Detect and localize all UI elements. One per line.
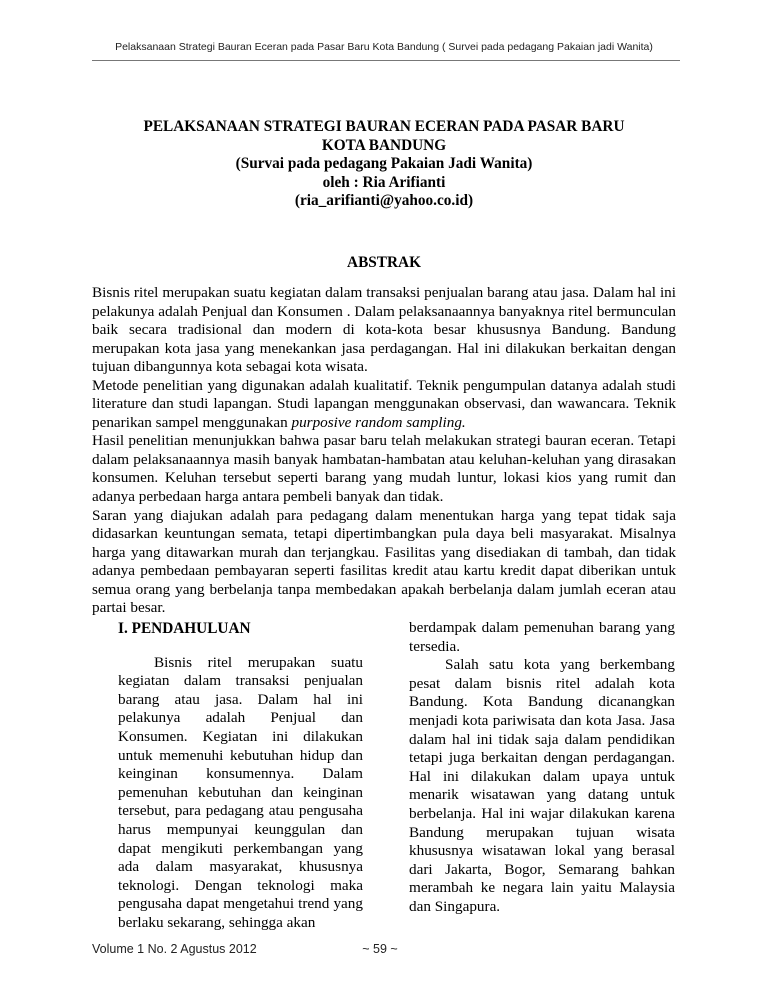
- author: oleh : Ria Arifianti: [322, 173, 446, 191]
- body-paragraph: Bisnis ritel merupakan suatu kegiatan dalam transaksi penjualan barang atau jasa. Dalam hal ini pelakunya adalah Penjual dan Konsumen. Kegiatan ini dilakukan untuk memenuhi kebutuhan hidup dan keinginan konsumennya. Dalam pemenuhan kebutuhan dan keinginan tersebut, para pedagang atau pengusaha harus mempunyai keunggulan dan dapat mengikuti perkembangan yang ada dalam masyarakat, khususnya teknologi. Dengan teknologi maka pengusaha dapat mengetahui trend yang berlaku sekarang, sehingga akan: [118, 653, 363, 931]
- abstract-heading: ABSTRAK: [347, 254, 421, 271]
- paper-subtitle: (Survai pada pedagang Pakaian Jadi Wanita): [235, 155, 533, 173]
- footer-page-number: ~ 59 ~: [362, 942, 398, 956]
- abstract-paragraph: Bisnis ritel merupakan suatu kegiatan dalam transaksi penjualan barang atau jasa. Dalam hal ini pelakunya adalah Penjual dan Konsumen . Dalam pelaksanaannya banyaknya ritel bermunculan baik secara tradisional dan modern di kota-kota besar khususnya Bandung. Bandung merupakan kota jasa yang menekankan jasa perdagangan. Hal ini dilakukan berkaitan dengan tujuan dibangunnya kota sebagai kota wisata.: [92, 284, 676, 376]
- abstract-paragraph: Hasil penelitian menunjukkan bahwa pasar baru telah melakukan strategi bauran eceran. Tetapi dalam pelaksanaannya masih banyak hambatan-hambatan atau keluhan-keluhan yang dirasakan konsumen. Keluhan tersebut seperti barang yang mudah luntur, lokasi kios yang rumit dan adanya perbedaan harga antara pembeli banyak dan tidak.: [92, 432, 676, 506]
- paper-title-line-1: PELAKSANAAN STRATEGI BAURAN ECERAN PADA PASAR BARU: [143, 118, 625, 135]
- title-block: [80, 118, 688, 211]
- section-heading: I. PENDAHULUAN: [118, 620, 251, 637]
- header-rule: [92, 60, 680, 61]
- abstract-body: [92, 284, 676, 618]
- paper-title-line-2: KOTA BANDUNG: [321, 136, 447, 154]
- body-paragraph: Salah satu kota yang berkembang pesat dalam bisnis ritel adalah kota Bandung. Kota Bandung dicanangkan menjadi kota pariwisata dan kota Jasa. Jasa dalam hal ini tidak saja dalam pendidikan tetapi juga berkaitan dengan perdagangan. Hal ini dilakukan dalam upaya untuk menarik wisatawan yang datang untuk berbelanja. Hal ini wajar dilakukan karena Bandung merupakan tujuan wisata khususnya wisatawan lokal yang berasal dari Jakarta, Bogor, Semarang bahkan merambah ke negara lain yaitu Malaysia dan Singapura.: [409, 656, 675, 915]
- left-column: [118, 620, 363, 933]
- right-column: [409, 619, 675, 917]
- body-paragraph: berdampak dalam pemenuhan barang yang tersedia.: [409, 619, 675, 655]
- running-header: Pelaksanaan Strategi Bauran Eceran pada Pasar Baru Kota Bandung ( Survei pada pedagang Pakaian jadi Wanita): [115, 41, 653, 53]
- footer-volume: Volume 1 No. 2 Agustus 2012: [92, 942, 257, 956]
- abstract-paragraph: [92, 377, 676, 433]
- author-email: (ria_arifianti@yahoo.co.id): [294, 192, 474, 210]
- abstract-paragraph: Saran yang diajukan adalah para pedagang dalam menentukan harga yang tepat tidak saja didasarkan keuntungan semata, tetapi dipertimbangkan pula daya beli masyarakat. Misalnya harga yang ditawarkan murah dan terjangkau. Fasilitas yang disediakan di tambah, dan tidak adanya pembedaan pembayaran seperti fasilitas kredit atau kartu kredit dapat diberikan untuk semua orang yang berbelanja tanpa membedakan apakah berbelanja dalam jumlah eceran atau partai besar.: [92, 506, 676, 617]
- abstract-sampling-term: purposive random sampling.: [291, 413, 466, 431]
- abstract-method-text: Metode penelitian yang digunakan adalah kualitatif. Teknik pengumpulan datanya adalah studi literature dan studi lapangan. Studi lapangan menggunakan observasi, dan wawancara. Teknik penarikan sampel menggunakan: [92, 376, 676, 431]
